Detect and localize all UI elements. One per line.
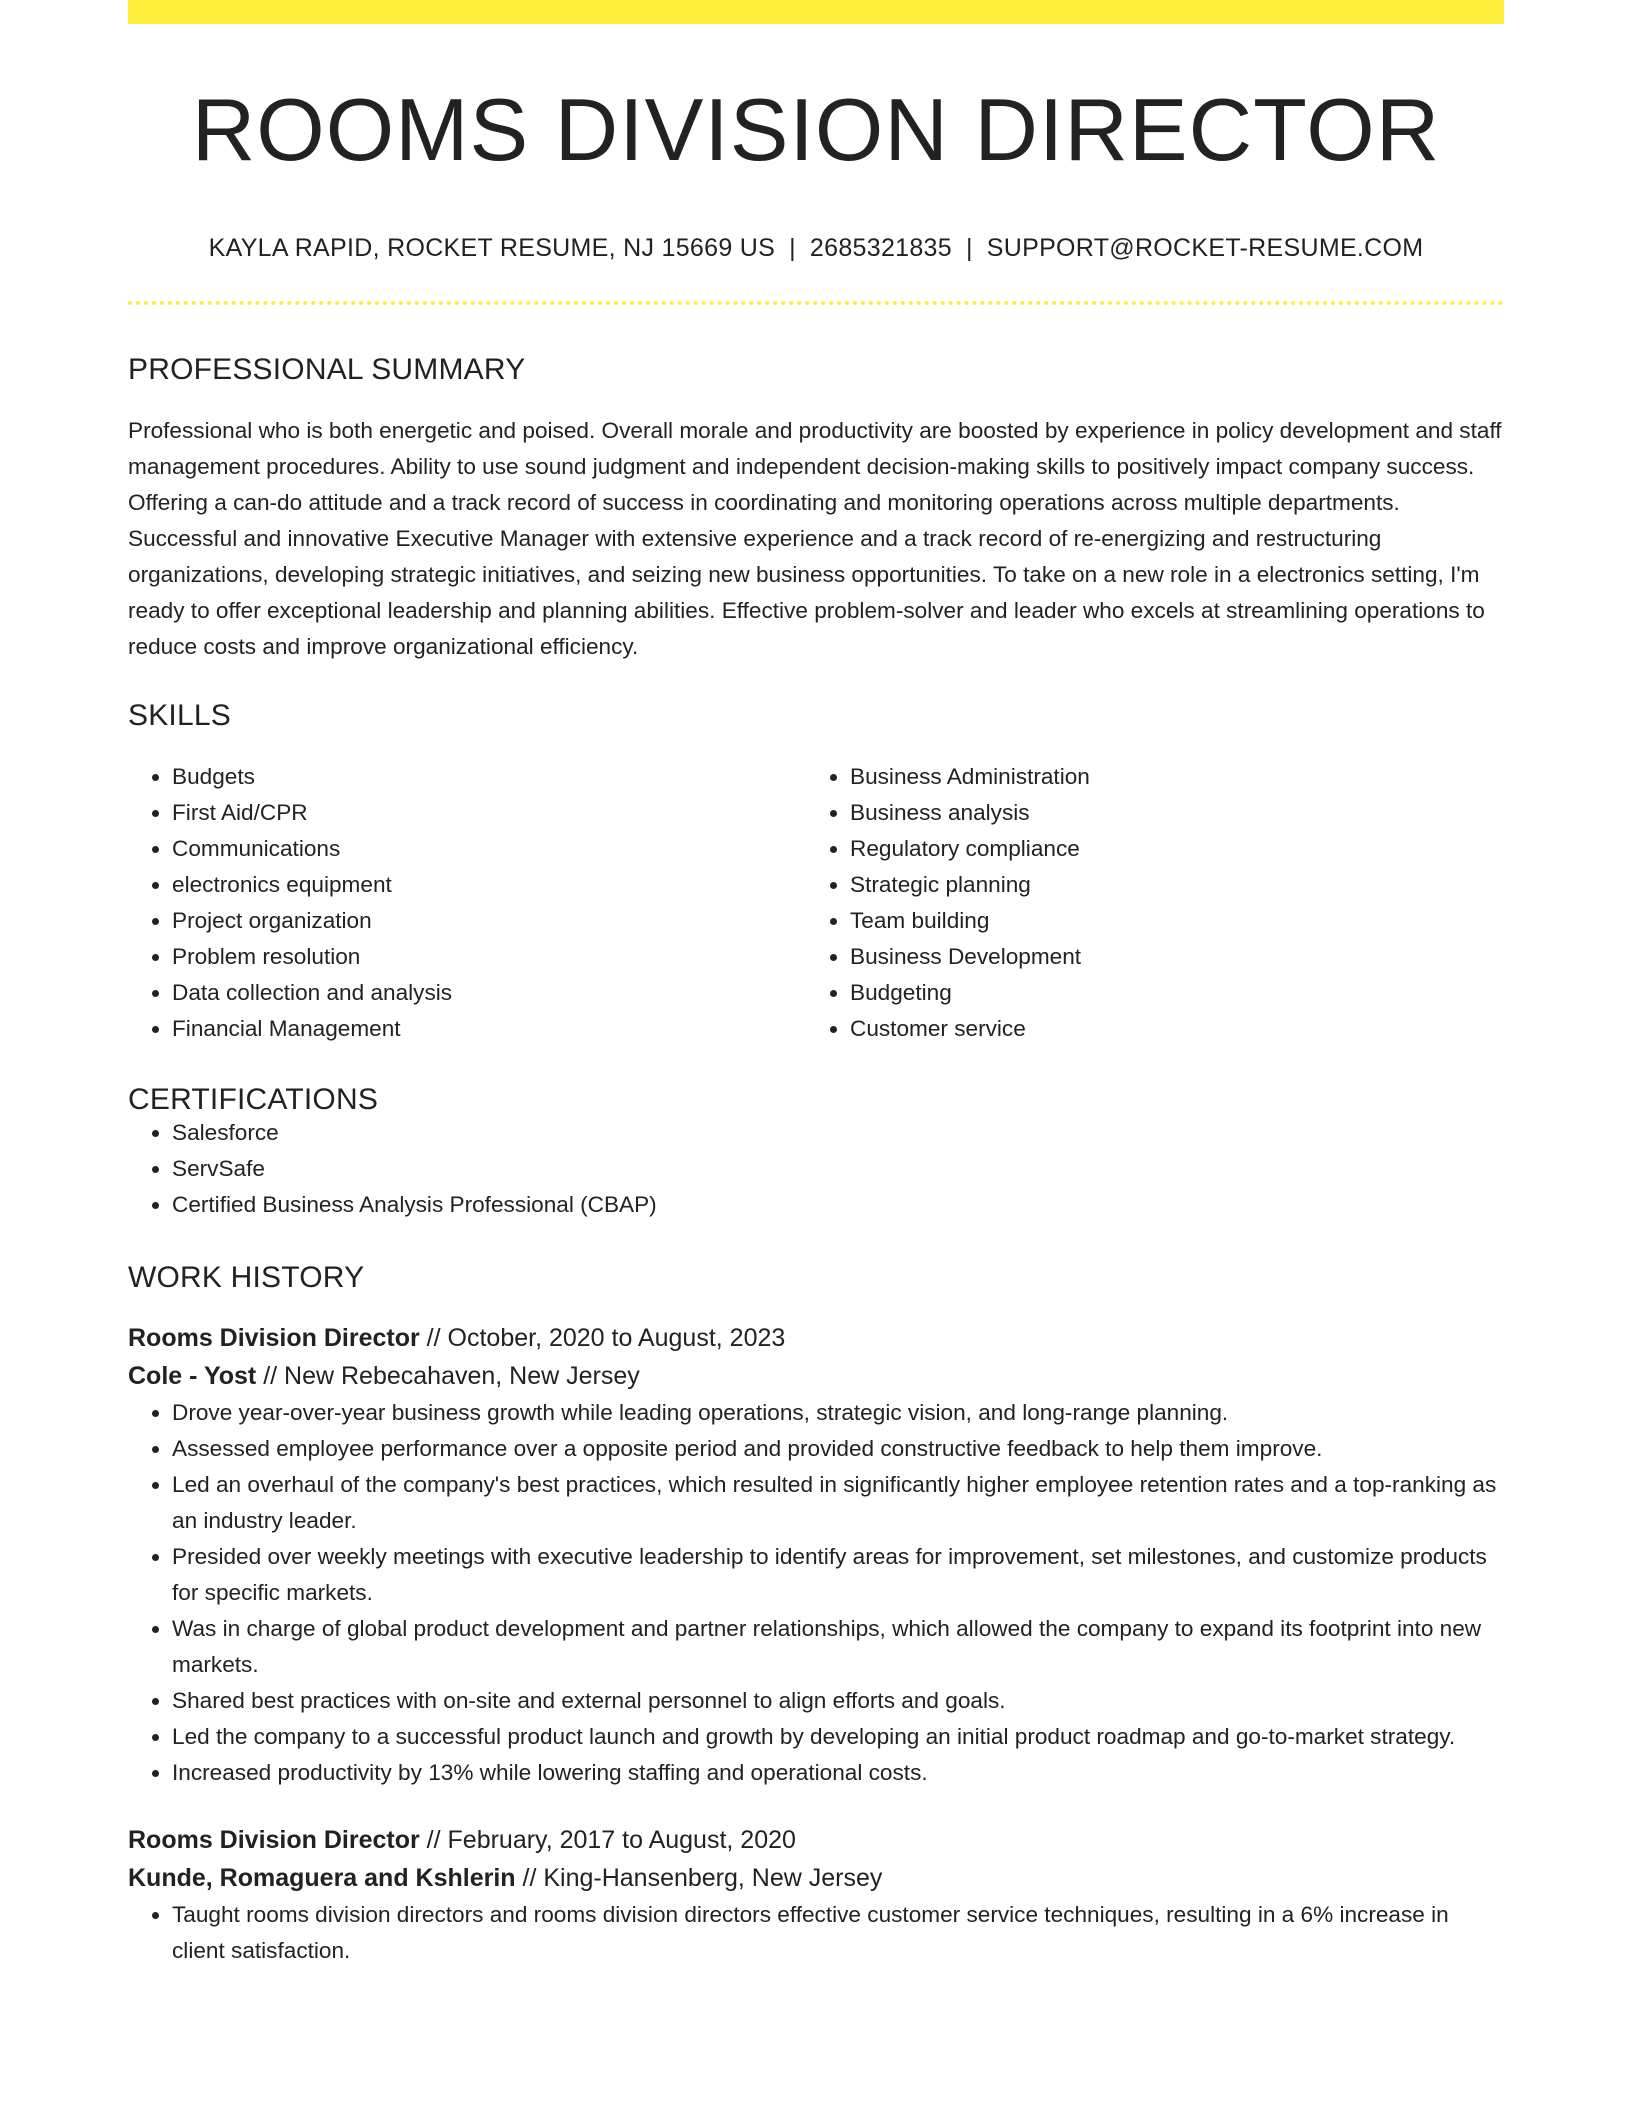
skill-item: • Regulatory compliance xyxy=(850,831,1484,867)
job-bullet: • Presided over weekly meetings with executive leadership to identify areas for improvement, set milestones, and customize products for specific markets. xyxy=(172,1539,1504,1611)
job-company-line xyxy=(128,1357,1504,1395)
summary-text: Professional who is both energetic and poised. Overall morale and productivity are boosted by experience in policy development and staff management procedures. Ability to use sound judgment and independent decision-making skills to positively impact company success. Offering a can-do attitude and a track record of success in coordinating and monitoring operations across multiple departments. Successful and innovative Executive Manager with extensive experience and a track record of re-energizing and restructuring organizations, developing strategic initiatives, and seizing new business opportunities. To take on a new role in a electronics setting, I'm ready to offer exceptional leadership and planning abilities. Effective problem-solver and leader who excels at streamlining operations to reduce costs and improve organizational efficiency. xyxy=(128,418,1502,659)
certifications-list xyxy=(128,1115,1504,1223)
job-dates: // October, 2020 to August, 2023 xyxy=(419,1324,786,1352)
header-divider xyxy=(128,301,1504,305)
job-bullet: • Led the company to a successful product launch and growth by developing an initial product roadmap and go-to-market strategy. xyxy=(172,1719,1504,1755)
skill-item: • Financial Management xyxy=(172,1011,806,1047)
job-role-line xyxy=(128,1821,1504,1859)
job-bullet: • Was in charge of global product development and partner relationships, which allowed the company to expand its footprint into new markets. xyxy=(172,1611,1504,1683)
skill-item: • Data collection and analysis xyxy=(172,975,806,1011)
skills-heading: SKILLS xyxy=(128,699,231,732)
job-entry xyxy=(128,1319,1504,1791)
certification-item: • Certified Business Analysis Professional (CBAP) xyxy=(172,1187,1504,1223)
skill-item: • Business Administration xyxy=(850,759,1484,795)
certification-item: • Salesforce xyxy=(172,1115,1504,1151)
job-company: Cole - Yost xyxy=(128,1362,257,1390)
top-accent-bar xyxy=(128,0,1504,24)
skill-item: • Business Development xyxy=(850,939,1484,975)
job-location: // New Rebecahaven, New Jersey xyxy=(256,1362,640,1390)
job-bullet: • Increased productivity by 13% while lowering staffing and operational costs. xyxy=(172,1755,1504,1791)
job-dates: // February, 2017 to August, 2020 xyxy=(419,1826,796,1854)
job-bullets xyxy=(128,1395,1504,1791)
skill-item: • Communications xyxy=(172,831,806,867)
skill-item: • First Aid/CPR xyxy=(172,795,806,831)
job-company-line xyxy=(128,1859,1504,1897)
job-role: Rooms Division Director xyxy=(128,1826,420,1854)
resume-page xyxy=(128,0,1504,1969)
skills-columns xyxy=(128,759,1504,1047)
contact-separator: | xyxy=(965,234,973,262)
contact-email: SUPPORT@ROCKET-RESUME.COM xyxy=(986,234,1424,262)
skill-item: • electronics equipment xyxy=(172,867,806,903)
skill-item: • Budgets xyxy=(172,759,806,795)
job-role-line xyxy=(128,1319,1504,1357)
skill-item: • Project organization xyxy=(172,903,806,939)
skill-item: • Business analysis xyxy=(850,795,1484,831)
skill-item: • Strategic planning xyxy=(850,867,1484,903)
page-title: ROOMS DIVISION DIRECTOR xyxy=(191,80,1441,179)
summary-heading: PROFESSIONAL SUMMARY xyxy=(128,353,526,386)
contact-separator: | xyxy=(789,234,796,262)
skill-item: • Team building xyxy=(850,903,1484,939)
skill-item: • Customer service xyxy=(850,1011,1484,1047)
certification-item: • ServSafe xyxy=(172,1151,1504,1187)
job-bullet: • Shared best practices with on-site and external personnel to align efforts and goals. xyxy=(172,1683,1504,1719)
job-company: Kunde, Romaguera and Kshlerin xyxy=(128,1864,516,1892)
skills-list-left xyxy=(128,759,806,1047)
job-bullet: • Assessed employee performance over a opposite period and provided constructive feedback to help them improve. xyxy=(172,1431,1504,1467)
contact-address: KAYLA RAPID, ROCKET RESUME, NJ 15669 US xyxy=(208,234,776,262)
job-location: // King-Hansenberg, New Jersey xyxy=(515,1864,883,1892)
job-role: Rooms Division Director xyxy=(128,1324,420,1352)
job-bullet: • Drove year-over-year business growth while leading operations, strategic vision, and long-range planning. xyxy=(172,1395,1504,1431)
job-bullets xyxy=(128,1897,1504,1969)
contact-phone: 2685321835 xyxy=(809,234,952,262)
job-entry xyxy=(128,1821,1504,1969)
contact-line xyxy=(128,236,1504,261)
job-bullet: • Led an overhaul of the company's best practices, which resulted in significantly higher employee retention rates and a top-ranking as an industry leader. xyxy=(172,1467,1504,1539)
certifications-heading: CERTIFICATIONS xyxy=(128,1083,379,1116)
work-history-heading: WORK HISTORY xyxy=(128,1261,365,1294)
skill-item: • Budgeting xyxy=(850,975,1484,1011)
skills-list-right xyxy=(806,759,1484,1047)
job-bullet: • Taught rooms division directors and rooms division directors effective customer service techniques, resulting in a 6% increase in client satisfaction. xyxy=(172,1897,1504,1969)
skill-item: • Problem resolution xyxy=(172,939,806,975)
